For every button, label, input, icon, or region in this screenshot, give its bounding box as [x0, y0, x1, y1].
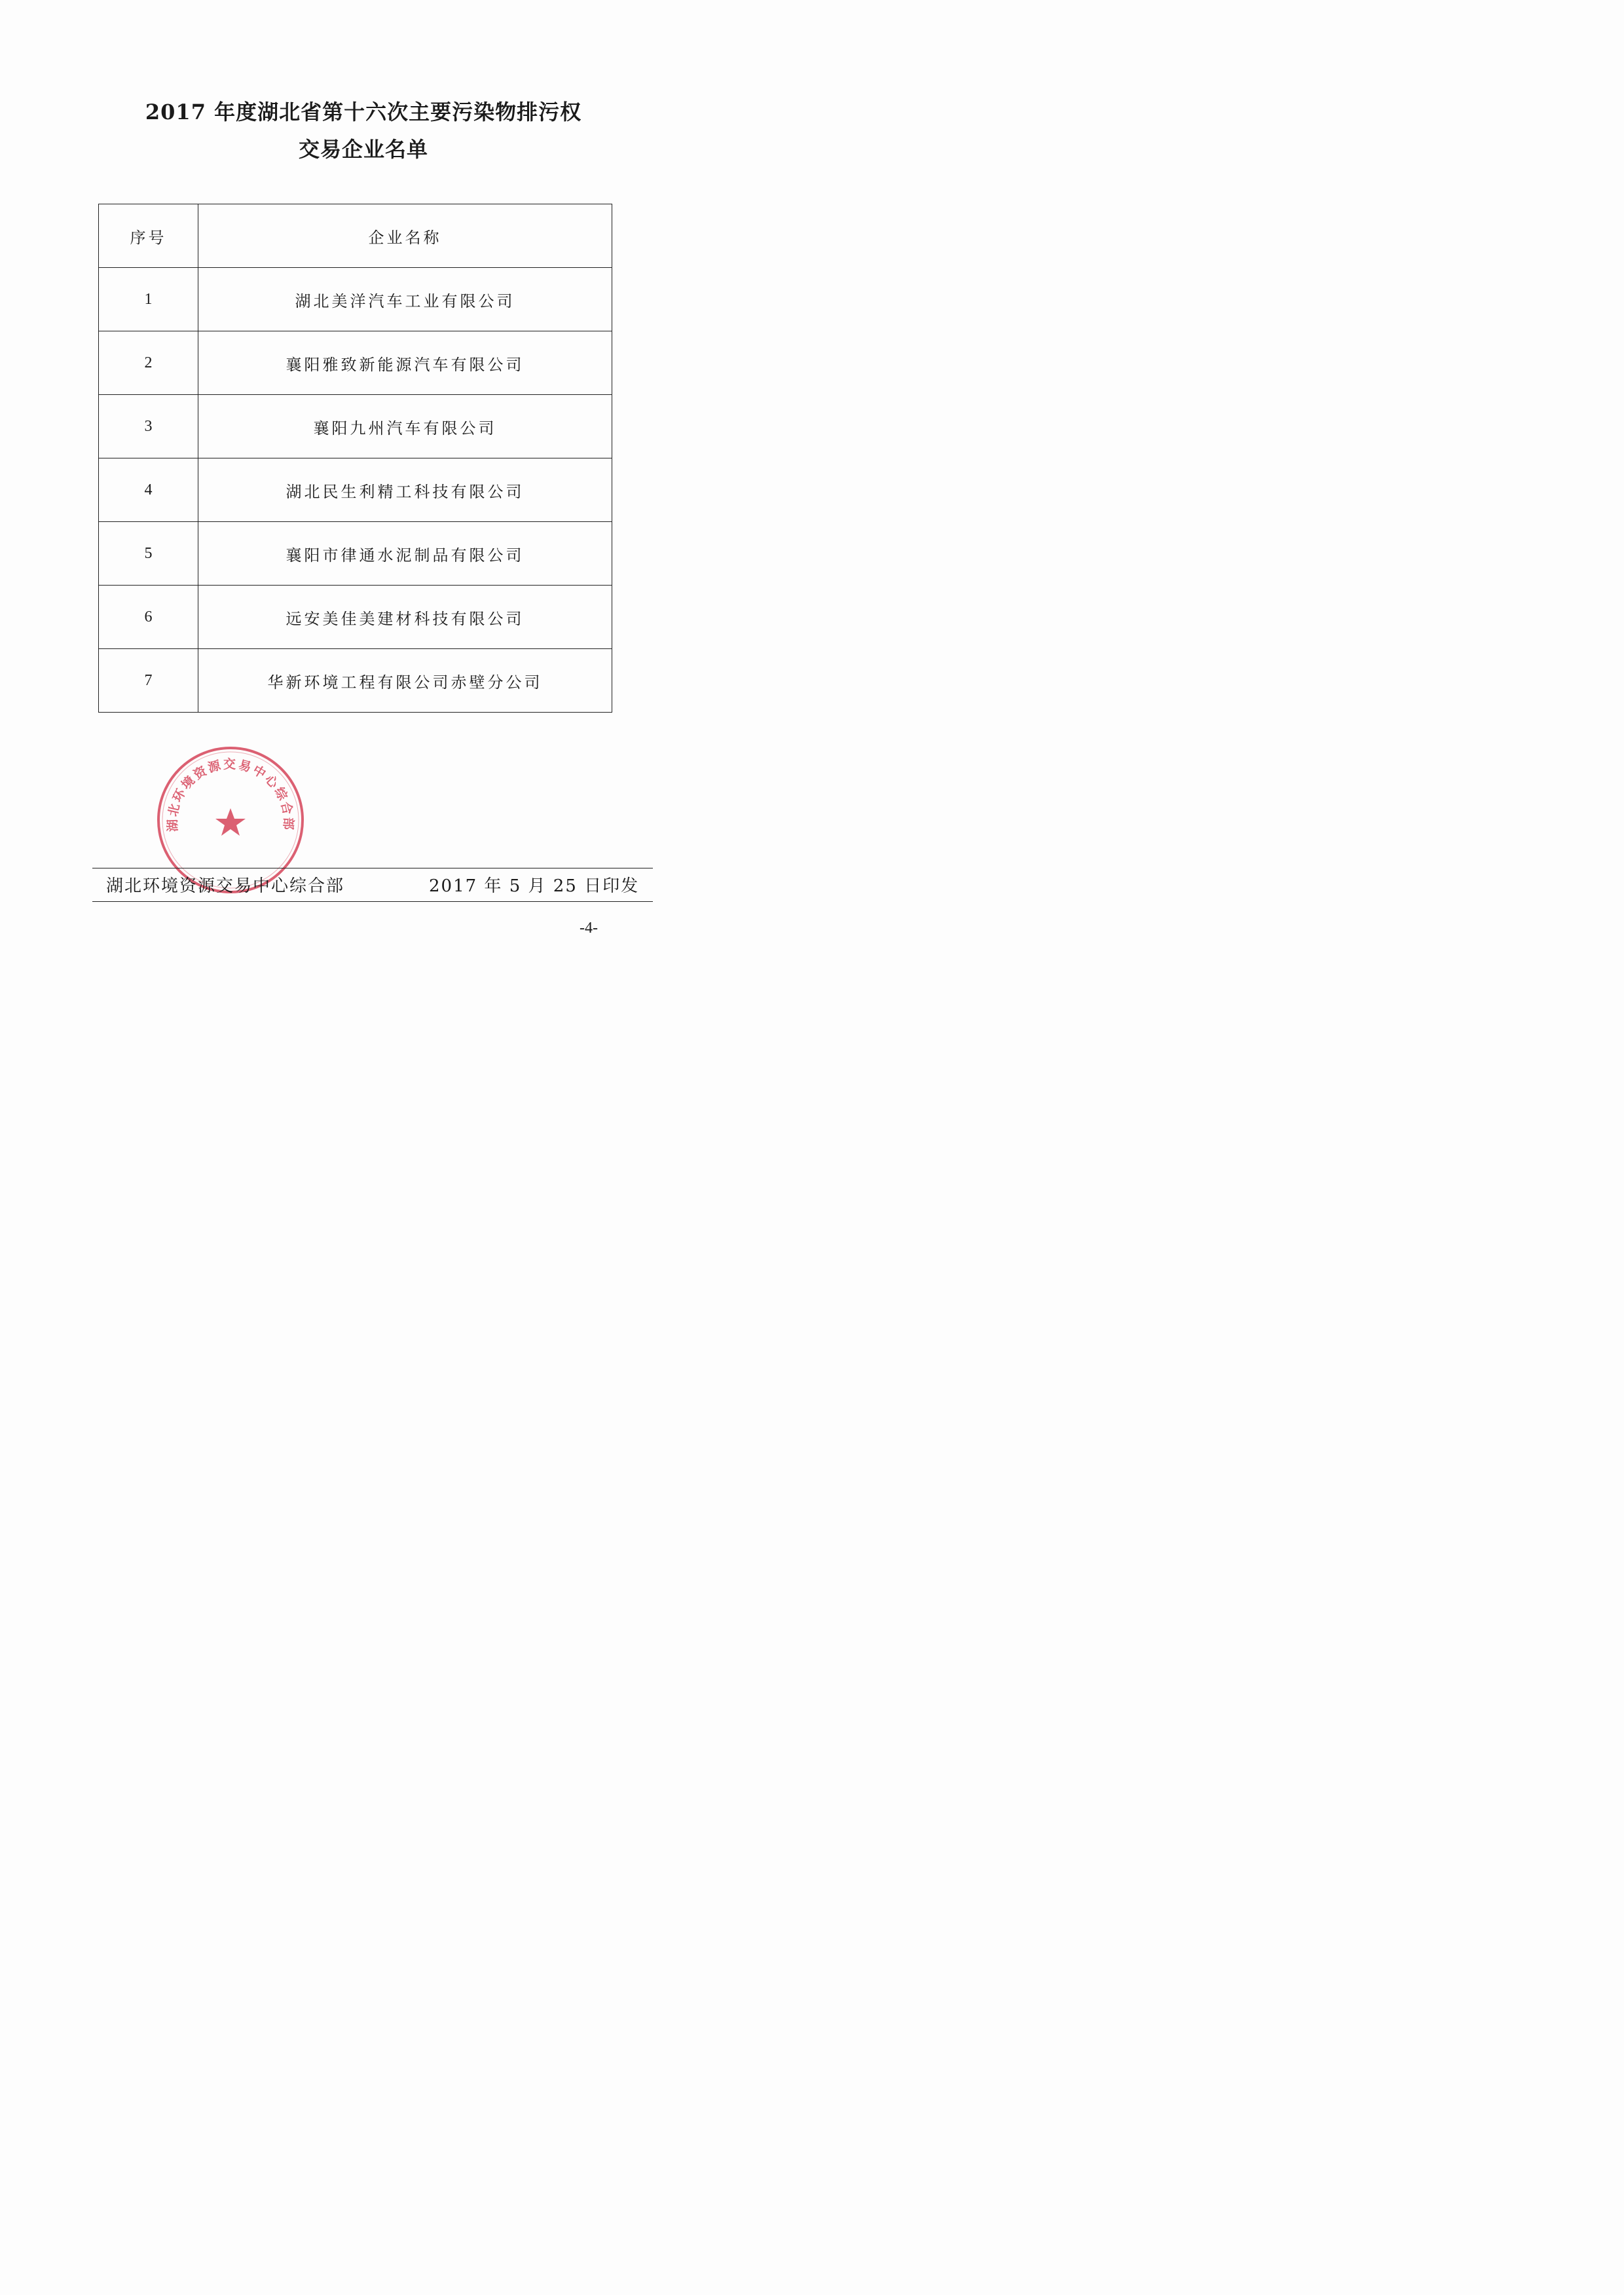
row-number: 3 — [99, 395, 198, 458]
column-header-name: 企业名称 — [198, 204, 612, 268]
table-row — [99, 522, 612, 586]
enterprise-name: 襄阳雅致新能源汽车有限公司 — [198, 331, 612, 395]
row-number: 7 — [99, 649, 198, 713]
svg-text:湖北环境资源交易中心综合部: 湖北环境资源交易中心综合部 — [165, 757, 296, 832]
row-number: 1 — [99, 268, 198, 331]
row-number: 4 — [99, 458, 198, 522]
row-number: 6 — [99, 586, 198, 649]
document-title-line-1: 2017 年度湖北省第十六次主要污染物排污权 — [145, 100, 582, 124]
footer-rule-bottom — [92, 901, 653, 902]
table-row — [99, 395, 612, 458]
enterprise-name: 华新环境工程有限公司赤壁分公司 — [198, 649, 612, 713]
column-header-number: 序号 — [99, 204, 198, 268]
seal-star-icon — [215, 808, 246, 836]
table-row — [99, 331, 612, 395]
page-number: -4- — [580, 920, 598, 937]
enterprise-name: 远安美佳美建材科技有限公司 — [198, 586, 612, 649]
issuer: 湖北环境资源交易中心综合部 — [106, 876, 345, 896]
enterprise-table — [98, 204, 612, 713]
enterprise-name: 湖北民生利精工科技有限公司 — [198, 458, 612, 522]
enterprise-name: 襄阳市律通水泥制品有限公司 — [198, 522, 612, 586]
document-title-line-2: 交易企业名单 — [298, 137, 428, 162]
table-row — [99, 458, 612, 522]
issue-date: 2017 年 5 月 25 日印发 — [429, 876, 640, 896]
table-row — [99, 586, 612, 649]
row-number: 5 — [99, 522, 198, 586]
enterprise-name: 襄阳九州汽车有限公司 — [198, 395, 612, 458]
table-row — [99, 268, 612, 331]
row-number: 2 — [99, 331, 198, 395]
table-header-row — [99, 204, 612, 268]
table-row — [99, 649, 612, 713]
enterprise-name: 湖北美洋汽车工业有限公司 — [198, 268, 612, 331]
